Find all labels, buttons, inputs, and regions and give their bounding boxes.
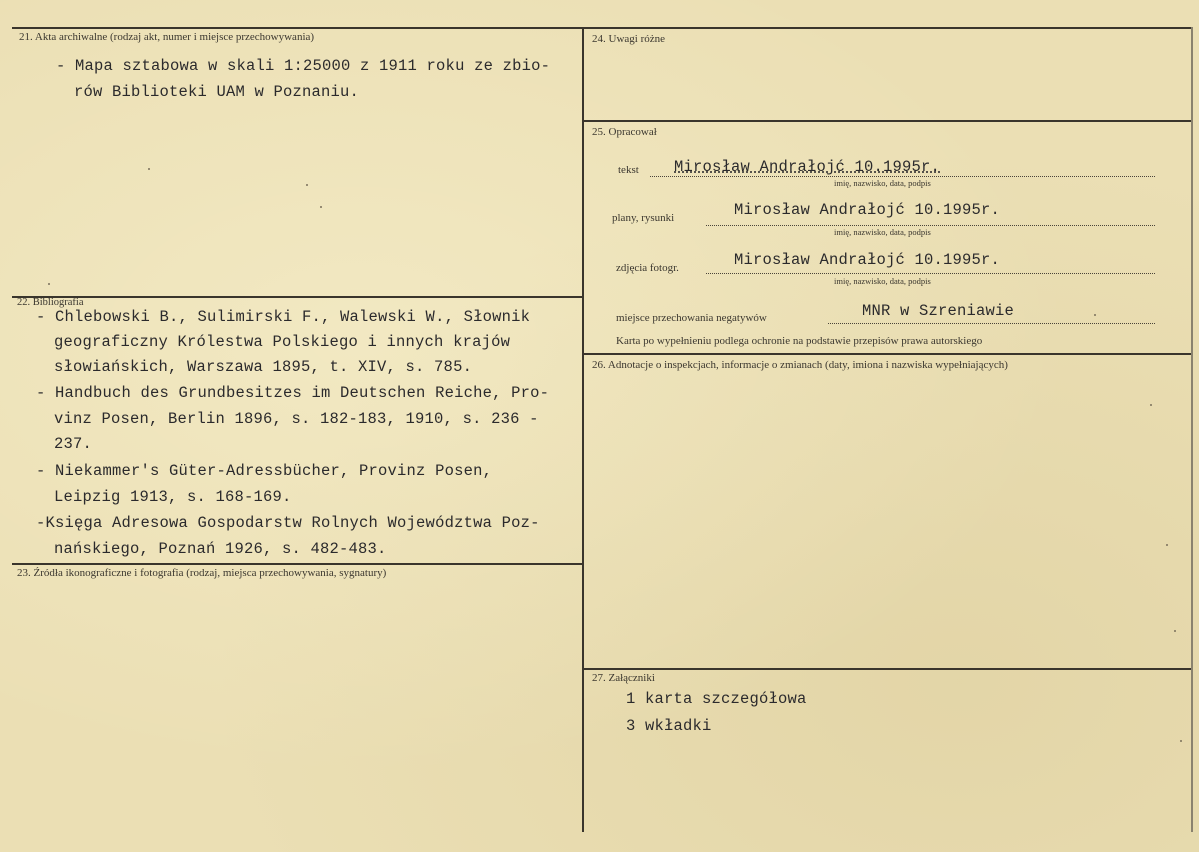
section-24-label: 24. Uwagi różne [592,33,666,45]
bibliography-line-5: vinz Posen, Berlin 1896, s. 182-183, 1910, s. 236 - [54,410,539,428]
section-25-label: 25. Opracował [592,126,657,138]
zdjecia-value: Mirosław Andrałojć 10.1995r. [734,251,1001,269]
negatywy-dotted-line [828,323,1155,324]
zdjecia-label: zdjęcia fotogr. [616,262,679,274]
paper-speck [1174,630,1176,632]
bibliography-line-3: słowiańskich, Warszawa 1895, t. XIV, s. 785. [54,358,473,376]
paper-speck [1094,314,1096,316]
attachment-item-2: 3 wkładki [626,717,712,735]
column-divider [582,27,584,832]
tekst-caption: imię, nazwisko, data, podpis [834,178,931,188]
divider-26-27 [583,668,1193,670]
paper-speck [48,283,50,285]
paper-speck [148,168,150,170]
tekst-dotted-line [650,176,1155,177]
divider-24-25 [583,120,1193,122]
plany-dotted-line [706,225,1155,226]
divider-21-22 [12,296,582,298]
plany-caption: imię, nazwisko, data, podpis [834,227,931,237]
zdjecia-caption: imię, nazwisko, data, podpis [834,276,931,286]
section-27-label: 27. Załączniki [592,672,655,684]
tekst-label: tekst [618,164,639,176]
bibliography-line-4: - Handbuch des Grundbesitzes im Deutschen Reiche, Pro- [36,384,550,402]
attachment-item-1: 1 karta szczegółowa [626,690,807,708]
paper-speck [306,184,308,186]
bibliography-line-2: geograficzny Królestwa Polskiego i innych krajów [54,333,511,351]
plany-label: plany, rysunki [612,212,675,224]
bibliography-line-9: -Księga Adresowa Gospodarstw Rolnych Województwa Poz- [36,514,540,532]
section-22-label: 22. Bibliografia [17,297,84,308]
top-border [12,27,1192,29]
section-21-label: 21. Akta archiwalne (rodzaj akt, numer i miejsce przechowywania) [19,31,315,43]
divider-22-23 [12,563,582,565]
section-21-line-2: rów Biblioteki UAM w Poznaniu. [74,83,360,101]
section-21-line-1: - Mapa sztabowa w skali 1:25000 z 1911 roku ze zbio- [56,57,551,75]
divider-25-26 [583,353,1193,355]
right-border [1191,27,1193,832]
paper-speck [1150,404,1152,406]
bibliography-line-10: nańskiego, Poznań 1926, s. 482-483. [54,540,387,558]
section-23-label: 23. Źródła ikonograficzne i fotografia (rodzaj, miejsca przechowywania, sygnatury) [17,567,387,579]
plany-value: Mirosław Andrałojć 10.1995r. [734,201,1001,219]
section-26-label: 26. Adnotacje o inspekcjach, informacje o zmianach (daty, imiona i nazwiska wypełniających) [592,359,1008,371]
negatywy-value: MNR w Szreniawie [862,302,1015,320]
copyright-note: Karta po wypełnieniu podlega ochronie na podstawie przepisów prawa autorskiego [616,335,983,347]
negatywy-label: miejsce przechowania negatywów [616,312,767,324]
paper-speck [1180,740,1182,742]
zdjecia-dotted-line [706,273,1155,274]
bibliography-line-8: Leipzig 1913, s. 168-169. [54,488,292,506]
tekst-value: Mirosław Andrałojć 10.1995r. [674,158,941,176]
bibliography-line-1: - Chlebowski B., Sulimirski F., Walewski W., Słownik [36,308,531,326]
bibliography-line-7: - Niekammer's Güter-Adressbücher, Provinz Posen, [36,462,493,480]
bibliography-line-6: 237. [54,435,93,453]
paper-speck [1166,544,1168,546]
paper-speck [320,206,322,208]
